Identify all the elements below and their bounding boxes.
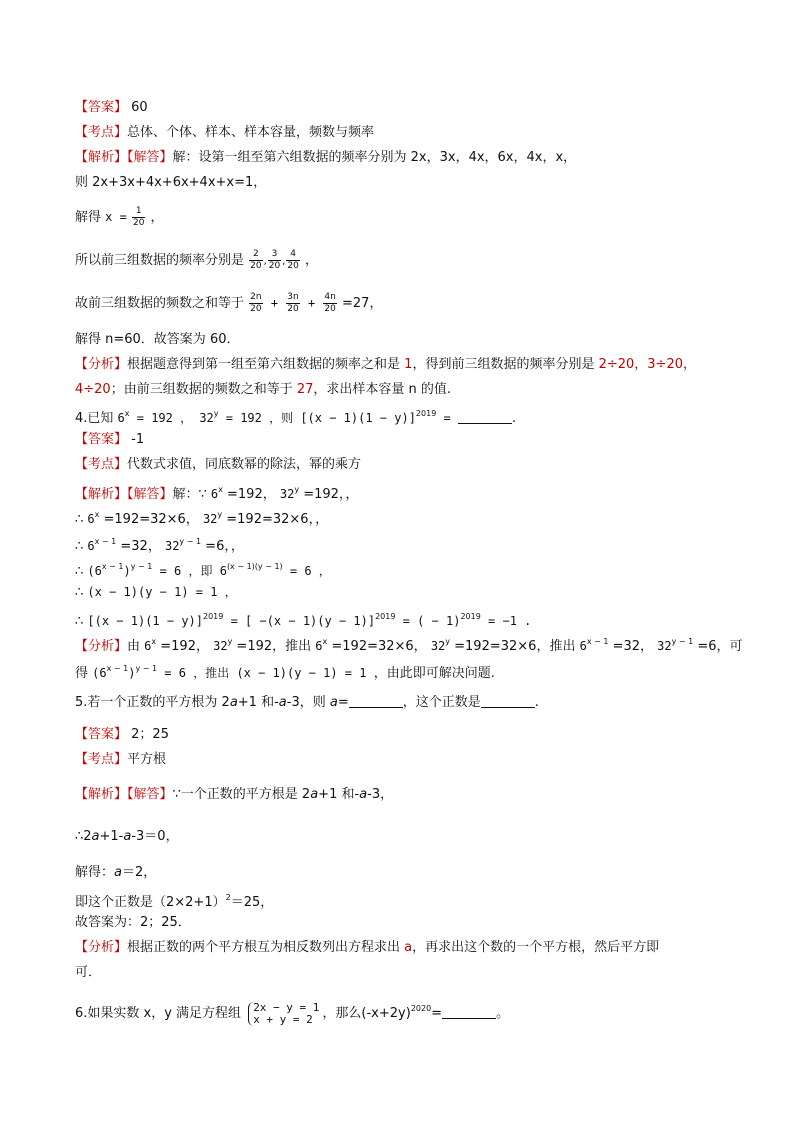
- q4-base6: 6: [117, 411, 125, 425]
- q3-analysis-text: 解：设第一组至第六组数据的频率分别为 2x，3x，4x，6x，4x，x，: [172, 150, 577, 165]
- q5-stem-a: 5.若一个正数的平方根为 2: [75, 695, 230, 710]
- q4-f1-base6c: 6: [579, 639, 587, 653]
- q3-freq-f1-num: 2: [249, 249, 262, 261]
- q3-freq-comma1: ,: [263, 256, 267, 267]
- q5-line4-sup: 2: [225, 893, 231, 902]
- q3-answer: 60: [127, 100, 148, 115]
- q3-fenxi-text-a: 根据题意得到第一组至第六组数据的频率之和是: [127, 357, 405, 372]
- q4-a1-expx: x: [218, 485, 223, 494]
- q3-fenxi-line2: [75, 380, 451, 400]
- q5-analysis-line4: [75, 888, 273, 913]
- q4-f1-exp-d: y − 1: [671, 637, 694, 646]
- q3-sum-frac1: [249, 292, 262, 315]
- q3-sum-frac2: [286, 292, 299, 315]
- q3-freq-line: [75, 249, 318, 272]
- fenxi-tag: 【分析】: [75, 639, 128, 654]
- q6-stem-a: 6.如果实数 x，y 满足方程组: [75, 1006, 246, 1021]
- q3-solve-line: [75, 206, 164, 229]
- q3-freq-frac3: [286, 249, 299, 272]
- q4-a5-expr: (x − 1)(y − 1) = 1 ，: [87, 585, 237, 599]
- q3-sum-f1-num: 2n: [250, 292, 262, 302]
- q6-sys-eq2: x + y = 2: [253, 1012, 313, 1026]
- q3-solve-den: 20: [132, 218, 145, 228]
- q4-f1-expy-b: y: [445, 637, 451, 646]
- q4-a3-exp1: x − 1: [94, 537, 117, 546]
- q5-point: 平方根: [127, 752, 167, 767]
- q5-analysis-line1: [75, 785, 393, 805]
- q4-f1-exp-c: x − 1: [586, 637, 609, 646]
- q3-sum-plus2: +: [300, 296, 323, 310]
- q4-analysis-line3: [75, 532, 244, 557]
- q4-a3-base32: 32: [164, 539, 180, 553]
- q4-a1-text: 解：∵: [172, 487, 211, 502]
- q4-a1-expy: y: [294, 485, 300, 494]
- q3-sum-line: [75, 292, 382, 315]
- q4-a4-pow: (6: [87, 564, 102, 578]
- q4-a2-eq2: =192=32×6，，: [222, 512, 329, 527]
- q6-stem-b: ，那么(-x+2y): [322, 1006, 411, 1021]
- q4-answer-line: [75, 430, 144, 450]
- q4-a2-eq1: =192=32×6，: [99, 512, 203, 527]
- q3-freq-f3-num: 4: [286, 249, 299, 261]
- q5-line2-b: +1-: [99, 829, 124, 844]
- q4-eq192b: = 192 ，则: [218, 411, 301, 425]
- q4-f2-exp-y: y − 1: [135, 664, 158, 673]
- q4-analysis-line5: [75, 582, 237, 603]
- q4-a1-base6: 6: [210, 487, 219, 501]
- q4-analysis-line1: [75, 480, 358, 505]
- q4-f1-b: =192，: [156, 639, 214, 654]
- answer-tag: 【答案】: [75, 727, 128, 742]
- q5-var-a2: a: [278, 695, 287, 710]
- q4-point: 代数式求值，同底数幂的除法，幂的乘方: [127, 457, 362, 472]
- q3-fenxi-val-4: 4÷20: [75, 382, 111, 397]
- q4-f1-base32a: 32: [213, 639, 228, 653]
- q4-f1-expy-a: y: [227, 637, 233, 646]
- q4-exp2019: 2019: [415, 409, 437, 418]
- q5-l2-var2: a: [123, 829, 132, 844]
- q3-sum-prefix: 故前三组数据的频数之和等于: [75, 296, 249, 311]
- q3-equation-sum: 则 2x+3x+4x+6x+4x+x=1，: [75, 175, 267, 190]
- q4-f1-expx-b: x: [322, 637, 328, 646]
- q5-fenxi-line1: [75, 938, 659, 958]
- q4-fenxi-line2: [75, 659, 495, 684]
- q4-a2-base32: 32: [202, 512, 218, 526]
- q4-a3-exp2: y − 1: [179, 537, 202, 546]
- q4-a4-inner: x − 1: [101, 562, 124, 571]
- q3-fenxi-text-c: ，得到前三组数据的频率分别是: [412, 357, 599, 372]
- q4-a4-base6: 6: [219, 564, 227, 578]
- q3-solve-eq: x =: [105, 210, 127, 224]
- q4-prefix: 4.已知: [75, 411, 118, 426]
- q4-f1-f: =32，: [608, 639, 658, 654]
- q3-sum-plus1: +: [263, 296, 286, 310]
- q4-f1-d: =192=32×6，: [327, 639, 431, 654]
- q4-a4-close: ): [123, 564, 131, 578]
- q4-point-line: [75, 455, 361, 475]
- q4-fenxi-line1: [75, 632, 743, 657]
- fenxi-tag: 【分析】: [75, 940, 128, 955]
- q3-freq-f2-den: 20: [268, 261, 281, 271]
- q4-a1-eq1: =192，: [222, 487, 280, 502]
- q4-a2-therefore: ∴: [75, 512, 88, 527]
- q5-stem-d: =: [337, 695, 349, 710]
- q3-sum-suffix: =27，: [337, 296, 383, 311]
- q3-point-line: [75, 123, 374, 143]
- q4-f2-b: = 6 ，推出: [157, 666, 237, 680]
- analysis-tag: 【解析】【解答】: [75, 487, 173, 502]
- q5-line2-c: -3＝0，: [131, 829, 179, 844]
- q6-stem-d: 。: [496, 1006, 510, 1021]
- q5-analysis-line5: [75, 913, 191, 933]
- q3-sum-den2: 20: [287, 304, 299, 314]
- q4-a6-end: = −1 .: [480, 614, 532, 628]
- q6-equation-system: [248, 1002, 319, 1026]
- q4-a4-therefore: ∴: [75, 564, 88, 579]
- q5-answer: 2；25: [127, 727, 169, 742]
- q3-solve-suffix: ，: [146, 210, 164, 225]
- q4-a5-therefore: ∴: [75, 585, 88, 600]
- q4-a6-exp1: 2019: [203, 612, 224, 621]
- q5-answer-line: [75, 725, 169, 745]
- q4-a4-exp2: (x − 1)(y − 1): [226, 562, 283, 571]
- fenxi-tag: 【分析】: [75, 357, 128, 372]
- q3-analysis-line2: [75, 173, 266, 193]
- q5-l3-var: a: [114, 865, 122, 880]
- q4-a3-base6: 6: [87, 539, 95, 553]
- q5-analysis-c: -3，: [367, 787, 394, 802]
- q3-freq-f3-den: 20: [287, 261, 299, 271]
- analysis-tag: 【解析】【解答】: [75, 150, 173, 165]
- q3-solve-prefix: 解得: [75, 210, 106, 225]
- q5-stem-e: ，这个正数是: [402, 695, 481, 710]
- q5-fenxi-a: 根据正数的两个平方根互为相反数列出方程求出: [127, 940, 405, 955]
- q5-line3-a: 解得：: [75, 865, 115, 880]
- q4-f1-base6a: 6: [144, 639, 152, 653]
- q3-freq-frac2: [268, 249, 281, 272]
- q4-a6-exp3: 2019: [460, 612, 481, 621]
- q4-f1-g: =6，可: [693, 639, 743, 654]
- q3-sum-f2-num: 3n: [287, 292, 299, 302]
- q4-period: .: [511, 411, 517, 426]
- q4-f2-close: ): [128, 666, 136, 680]
- q4-f2-c: (x − 1)(y − 1) = 1: [236, 666, 374, 680]
- q5-blank-a[interactable]: [349, 695, 403, 708]
- q4-a3-eq1: =32，: [116, 539, 165, 554]
- q4-f1-base32c: 32: [657, 639, 672, 653]
- analysis-tag: 【解析】【解答】: [75, 787, 173, 802]
- q4-expy: y: [213, 409, 219, 418]
- q6-answer-blank[interactable]: [442, 1006, 496, 1019]
- q4-a4-eq: = 6 ，即: [152, 564, 220, 578]
- q3-point: 总体、个体、样本、样本容量，频数与频率: [127, 125, 375, 140]
- q3-sum-den1: 20: [250, 304, 262, 314]
- q5-fenxi-c: ，再求出这个数的一个平方根，然后平方即: [412, 940, 660, 955]
- q3-freq-f1-den: 20: [250, 261, 262, 271]
- q5-stem-b: +1 和-: [237, 695, 279, 710]
- q4-f1-expx-a: x: [151, 637, 157, 646]
- q4-answer-blank[interactable]: [458, 411, 512, 424]
- q3-sum-frac3: [323, 292, 336, 315]
- q4-analysis-line6: [75, 607, 531, 632]
- point-tag: 【考点】: [75, 125, 128, 140]
- q5-blank-number[interactable]: [481, 695, 535, 708]
- q5-line2-a: ∴2: [75, 829, 92, 844]
- q4-expr: [(x − 1)(1 − y)]: [300, 411, 416, 425]
- q3-freq-comma2: ,: [282, 256, 286, 267]
- q3-solve-fraction: [132, 206, 145, 229]
- q4-eqsign: =: [436, 411, 458, 425]
- q4-stem: [75, 404, 516, 429]
- q5-fenxi-line2: [75, 963, 101, 983]
- q5-analysis-line3: [75, 863, 156, 883]
- q4-f2-d: ，由此即可解决问题.: [373, 666, 495, 681]
- q3-sum-den3: 20: [324, 304, 336, 314]
- q5-analysis-line2: [75, 827, 179, 847]
- q5-line5: 故答案为：2；25．: [75, 915, 191, 930]
- q3-fenxi-val-1: 1: [404, 357, 413, 372]
- q6-stem: [75, 996, 509, 1027]
- q5-l2-var1: a: [91, 829, 100, 844]
- q4-f1-c: =192，推出: [232, 639, 316, 654]
- q4-a2-base6: 6: [87, 512, 95, 526]
- q4-a3-therefore: ∴: [75, 539, 88, 554]
- q3-answer-line: [75, 98, 148, 118]
- q4-analysis-line2: [75, 505, 328, 530]
- q5-point-line: [75, 750, 166, 770]
- q4-a4-eq2: = 6 ，: [282, 564, 331, 578]
- q3-freq-f2-num: 3: [268, 249, 281, 261]
- q4-f2-inner: x − 1: [106, 664, 129, 673]
- q4-a2-expy: y: [217, 510, 223, 519]
- answer-tag: 【答案】: [75, 100, 128, 115]
- q4-expx: x: [124, 409, 130, 418]
- q5-fenxi-b: a: [404, 940, 413, 955]
- q5-var-a1: a: [229, 695, 238, 710]
- q5-stem-f: .: [534, 695, 539, 710]
- q5-line4: 即这个正数是（2×2+1）: [75, 895, 226, 910]
- q3-fenxi-text-b2: ；由前三组数据的频数之和等于: [110, 382, 297, 397]
- q3-fenxi-val-27: 27: [296, 382, 314, 397]
- q5-line4-end: ＝25，: [230, 895, 274, 910]
- q4-f2-pow: (6: [92, 666, 107, 680]
- q3-fenxi-line1: [75, 355, 696, 375]
- q3-freq-suffix: ，: [300, 253, 319, 268]
- q3-fenxi-val-fracs: 2÷20，3÷20，: [598, 357, 696, 372]
- q3-result: 解得 n=60．故答案为 60．: [75, 332, 240, 347]
- q5-stem-c: -3，则: [286, 695, 330, 710]
- q5-var-a3: a: [329, 695, 338, 710]
- q4-a3-eq2: =6，，: [201, 539, 244, 554]
- q4-a6-exp2: 2019: [375, 612, 396, 621]
- q4-a6-mid: = [ −(x − 1)(y − 1)]: [223, 614, 376, 628]
- q3-fenxi-text-d2: ，求出样本容量 n 的值.: [313, 382, 452, 397]
- q5-analysis-b: +1 和-: [318, 787, 360, 802]
- q5-an-var1: a: [310, 787, 319, 802]
- q4-eq192: = 192 ，: [129, 411, 200, 425]
- q4-a1-base32: 32: [279, 487, 295, 501]
- q5-stem: [75, 693, 539, 713]
- q3-sum-f3-num: 4n: [324, 292, 336, 302]
- q6-sys-eq1: 2x − y = 1: [253, 1000, 320, 1014]
- q3-result-line: [75, 330, 239, 350]
- q4-a2-expx: x: [94, 510, 100, 519]
- q6-exp: 2020: [410, 1004, 432, 1013]
- q3-analysis-line1: [75, 148, 576, 168]
- q5-an-var2: a: [359, 787, 368, 802]
- q4-a6-lhs: [(x − 1)(1 − y)]: [87, 614, 203, 628]
- q4-answer: -1: [127, 432, 145, 447]
- answer-tag: 【答案】: [75, 432, 128, 447]
- q4-f2-a: 得: [75, 666, 93, 681]
- q5-line3-b: ＝2，: [121, 865, 157, 880]
- q3-freq-prefix: 所以前三组数据的频率分别是: [75, 253, 249, 268]
- q4-a6-therefore: ∴: [75, 614, 88, 629]
- q4-f1-a: 由: [127, 639, 145, 654]
- q4-a4-exp-y: y − 1: [130, 562, 153, 571]
- q5-analysis-a: ∵一个正数的平方根是 2: [172, 787, 311, 802]
- point-tag: 【考点】: [75, 457, 128, 472]
- q4-f1-base6b: 6: [315, 639, 323, 653]
- q3-solve-num: 1: [132, 206, 145, 218]
- q4-a6-rhs: = ( − 1): [395, 614, 461, 628]
- q4-base32: 32: [199, 411, 214, 425]
- q4-analysis-line4: [75, 557, 331, 582]
- q6-stem-c: =: [431, 1006, 443, 1021]
- q4-f1-e: =192=32×6，推出: [450, 639, 580, 654]
- q4-f1-base32b: 32: [430, 639, 446, 653]
- q3-freq-frac1: [249, 249, 262, 272]
- q4-a1-eq2: =192，，: [299, 487, 359, 502]
- q5-fenxi-line2-text: 可．: [75, 965, 102, 980]
- point-tag: 【考点】: [75, 752, 128, 767]
